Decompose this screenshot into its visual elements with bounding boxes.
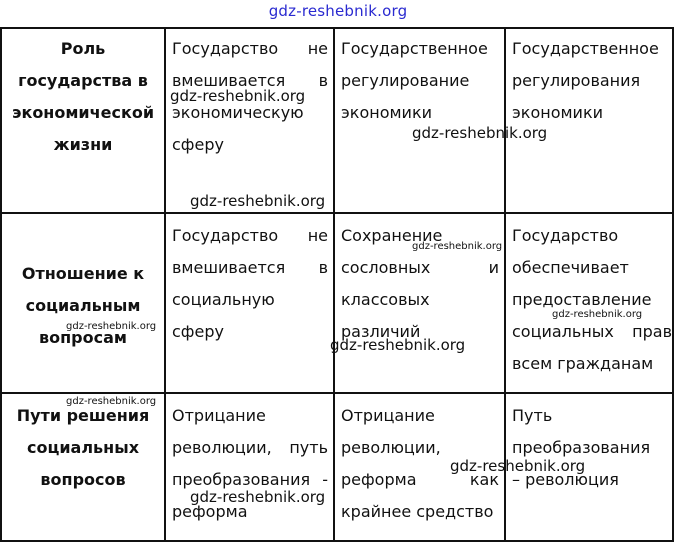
cell-line: всем гражданам [512, 354, 654, 373]
cell-economy-socialist [512, 33, 672, 129]
row-header-economy [2, 33, 164, 161]
cell-line: преобразования [512, 438, 651, 457]
cell-line: Государственное [341, 39, 488, 58]
header-line: Отношение к [21, 264, 145, 283]
cell-line: Путь [512, 406, 553, 425]
row-header-solutions [2, 400, 164, 496]
cell-line: крайнее средство [341, 502, 494, 521]
cell-line: Отрицание [172, 406, 266, 425]
cell-line: вмешивается в [172, 258, 328, 277]
header-line: Пути решения [16, 406, 150, 425]
cell-social-socialist [512, 220, 672, 380]
cell-line: регулирования [512, 71, 641, 90]
cell-line: Государство [512, 226, 619, 245]
cell-line: реформа [172, 502, 248, 521]
watermark: gdz-reshebnik.org [412, 124, 548, 142]
watermark: gdz-reshebnik.org [412, 241, 503, 252]
row-divider [2, 392, 672, 394]
column-divider [333, 29, 335, 540]
watermark: gdz-reshebnik.org [552, 309, 643, 320]
cell-line: Государство не [172, 39, 328, 58]
cell-line: социальных прав [512, 322, 672, 341]
header-line: жизни [53, 135, 113, 154]
cell-line: Государство не [172, 226, 328, 245]
watermark: gdz-reshebnik.org [66, 321, 157, 332]
cell-solutions-conservative [172, 400, 328, 528]
watermark: gdz-reshebnik.org [330, 336, 466, 354]
comparison-table [0, 27, 674, 542]
header-line: социальных [26, 438, 140, 457]
header-line: вопросам [39, 328, 127, 347]
watermark: gdz-reshebnik.org [66, 396, 157, 407]
header-line: социальным [25, 296, 141, 315]
watermark: gdz-reshebnik.org [450, 457, 586, 475]
watermark: gdz-reshebnik.org [190, 192, 326, 210]
header-line: государства в [18, 71, 148, 90]
header-line: Роль [60, 39, 106, 58]
row-divider [2, 212, 672, 214]
cell-line: обеспечивает [512, 258, 629, 277]
cell-line: классовых [341, 290, 430, 309]
cell-line: регулирование [341, 71, 470, 90]
cell-line: вмешивается в [172, 71, 328, 90]
cell-economy-liberal [341, 33, 499, 129]
row-header-social [2, 258, 164, 354]
cell-line: преобразования - [172, 470, 328, 489]
cell-line: экономики [341, 103, 433, 122]
cell-social-liberal [341, 220, 499, 348]
cell-line: различий [341, 322, 421, 341]
top-watermark: gdz-reshebnik.org [268, 2, 408, 20]
cell-line: сферу [172, 135, 224, 154]
header-line: экономической [11, 103, 155, 122]
column-divider [164, 29, 166, 540]
cell-line: реформа как [341, 470, 499, 489]
cell-line: экономики [512, 103, 604, 122]
cell-line: революции, путь [172, 438, 328, 457]
cell-line: Отрицание [341, 406, 435, 425]
cell-solutions-socialist [512, 400, 672, 496]
cell-line: предоставление [512, 290, 652, 309]
header-line: вопросов [40, 470, 126, 489]
cell-line: экономическую [172, 103, 304, 122]
cell-line: Сохранение [341, 226, 443, 245]
cell-social-conservative [172, 220, 328, 348]
watermark: gdz-reshebnik.org [170, 87, 306, 105]
cell-line: сферу [172, 322, 224, 341]
cell-line: сословных и [341, 258, 499, 277]
cell-line: революции, [341, 438, 441, 457]
watermark: gdz-reshebnik.org [190, 488, 326, 506]
cell-line: – революция [512, 470, 619, 489]
cell-line: социальную [172, 290, 275, 309]
cell-line: Государственное [512, 39, 659, 58]
